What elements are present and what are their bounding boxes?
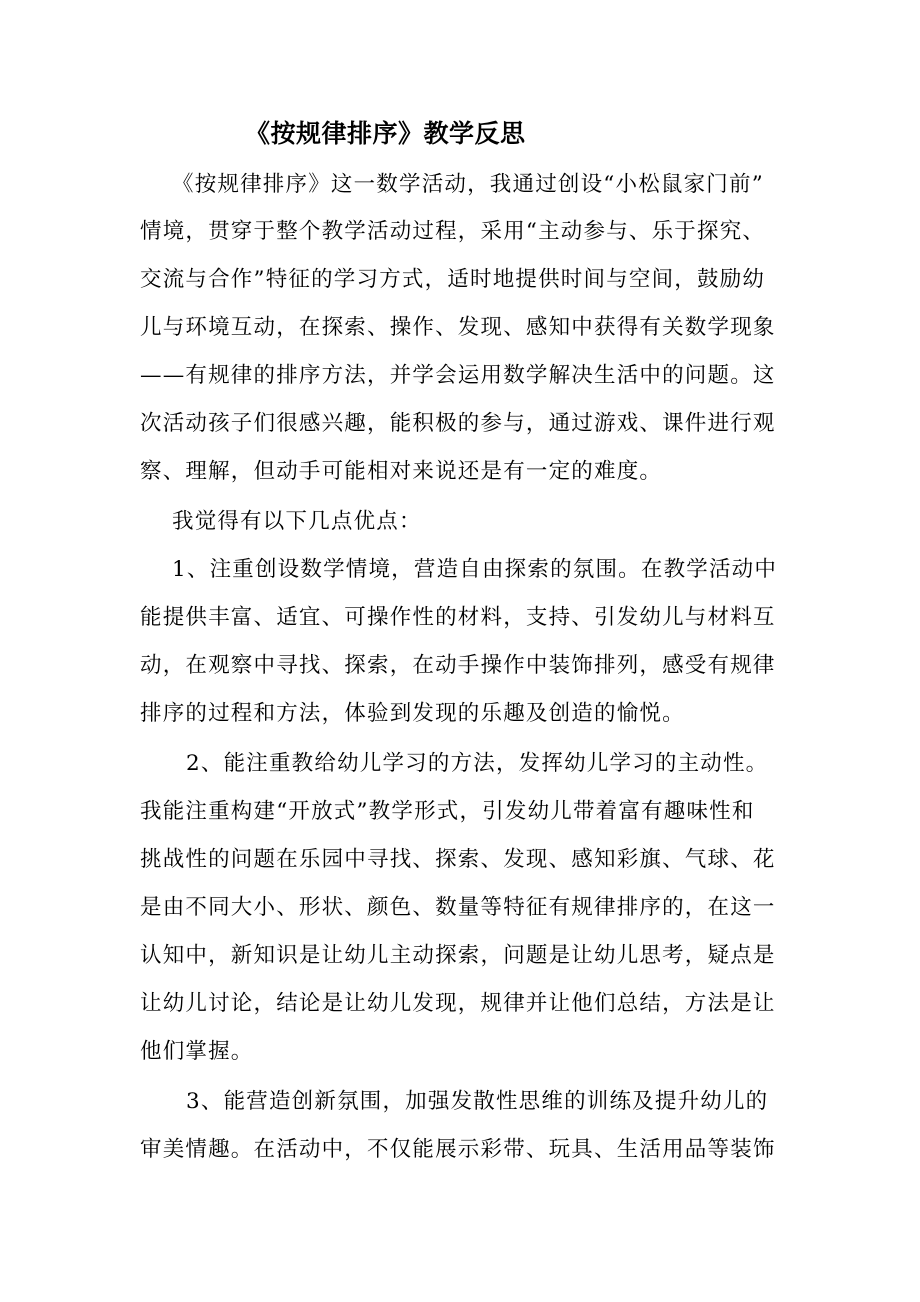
paragraph-line: 交流与合作”特征的学习方式，适时地提供时间与空间，鼓励幼	[140, 267, 766, 292]
paragraph-line: 排序的过程和方法，体验到发现的乐趣及创造的愉悦。	[140, 701, 685, 726]
paragraph-line: 让幼儿讨论，结论是让幼儿发现，规律并让他们总结，方法是让	[140, 991, 776, 1016]
paragraph-line: 我觉得有以下几点优点：	[172, 509, 422, 534]
paragraph-line: 我能注重构建“开放式”教学形式，引发幼儿带着富有趣味性和	[140, 799, 755, 824]
paragraph-line: 他们掌握。	[140, 1039, 254, 1064]
paragraph-line: 察、理解，但动手可能相对来说还是有一定的难度。	[140, 459, 663, 484]
paragraph-line: 审美情趣。在活动中，不仅能展示彩带、玩具、生活用品等装饰	[140, 1137, 776, 1162]
paragraph-line: 情境，贯穿于整个教学活动过程，采用“主动参与、乐于探究、	[140, 219, 766, 244]
paragraph-line: 动，在观察中寻找、探索，在动手操作中装饰排列，感受有规律	[140, 653, 776, 678]
paragraph-line: 挑战性的问题在乐园中寻找、探索、发现、感知彩旗、气球、花	[140, 847, 776, 872]
paragraph-line: 能提供丰富、适宜、可操作性的材料，支持、引发幼儿与材料互	[140, 605, 776, 630]
paragraph-line: 《按规律排序》这一数学活动，我通过创设“小松鼠家门前”	[172, 172, 764, 197]
paragraph-line: 儿与环境互动，在探索、操作、发现、感知中获得有关数学现象	[140, 315, 776, 340]
paragraph-line: ——有规律的排序方法，并学会运用数学解决生活中的问题。这	[140, 363, 776, 388]
paragraph-line: 2、能注重教给幼儿学习的方法，发挥幼儿学习的主动性。	[186, 751, 769, 776]
paragraph-line: 次活动孩子们很感兴趣，能积极的参与，通过游戏、课件进行观	[140, 411, 776, 436]
paragraph-line: 是由不同大小、形状、颜色、数量等特征有规律排序的，在这一	[140, 895, 776, 920]
paragraph-line: 1、注重创设数学情境，营造自由探索的氛围。在教学活动中	[172, 557, 778, 582]
paragraph-line: 3、能营造创新氛围，加强发散性思维的训练及提升幼儿的	[186, 1089, 769, 1114]
paragraph-line: 认知中，新知识是让幼儿主动探索，问题是让幼儿思考，疑点是	[140, 943, 776, 968]
document-title: 《按规律排序》教学反思	[245, 119, 526, 148]
